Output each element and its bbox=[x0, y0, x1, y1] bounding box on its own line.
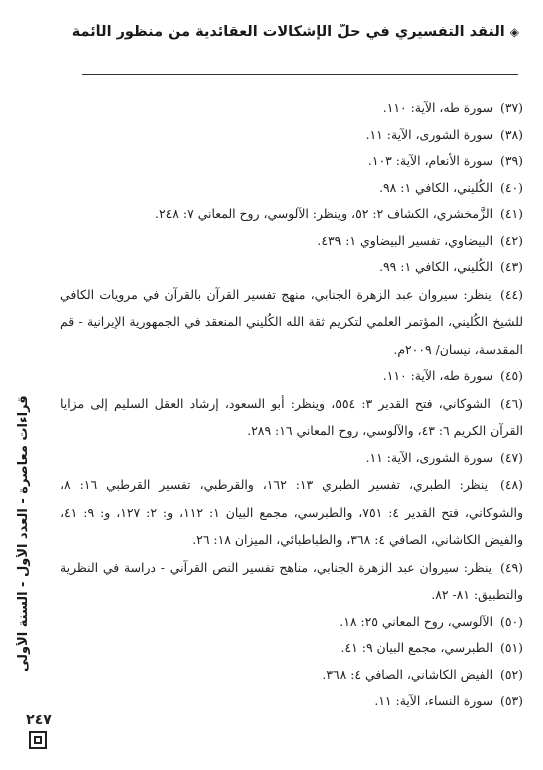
page-ornament-icon bbox=[29, 731, 47, 749]
endnote-text: سورة طه، الآية: ١١٠. bbox=[382, 368, 494, 383]
endnote-number: (٤٩) bbox=[499, 559, 523, 575]
endnote-number: (٤٦) bbox=[499, 395, 523, 411]
endnote bbox=[60, 175, 523, 202]
endnote-text: ينظر: سيروان عبد الزهرة الجنابي، مناهج تفسير النص القرآني - دراسة في النظرية والتطبيق: ٨١- ٨٢. bbox=[60, 559, 523, 602]
endnote-number: (٤٠) bbox=[500, 179, 523, 195]
endnote-text: سورة النساء، الآية: ١١. bbox=[374, 693, 494, 708]
endnote-text: البيضاوي، تفسير البيضاوي ١: ٤٣٩. bbox=[317, 232, 494, 248]
endnote bbox=[60, 662, 523, 689]
endnote-text: سورة الشورى، الآية: ١١. bbox=[365, 126, 494, 142]
endnote-text: الشوكاني، فتح القدير ٣: ٥٥٤، وينظر: أبو السعود، إرشاد العقل السليم إلى مزايا القرآن الكريم ٦: ٤٣، والآلوسي، روح المعاني ١٦: ٢٨٩. bbox=[60, 395, 523, 438]
endnote-text: ينظر: سيروان عبد الزهرة الجنابي، منهج تفسير القرآن بالقرآن في مرويات الكافي للشيخ الكُليني، المؤتمر العلمي لتكريم ثقة الله الكُليني المنعقد في الجمهورية الإيرانية - قم المقدسة، نيسان/ ٢٠٠٩م. bbox=[60, 286, 523, 357]
endnotes-list bbox=[60, 95, 523, 715]
endnote-number: (٤٢) bbox=[500, 232, 523, 248]
endnote bbox=[60, 281, 523, 364]
endnote-number: (٥٢) bbox=[500, 666, 523, 682]
endnote-number: (٤١) bbox=[500, 206, 523, 221]
endnote-text: سورة طه، الآية: ١١٠. bbox=[382, 100, 494, 115]
endnote bbox=[60, 148, 523, 175]
endnote-text: الكُليني، الكافي ١: ٩٩. bbox=[379, 259, 494, 274]
header-title-text: النقد التفسيري في حلّ الإشكالات العقائدية من منظور الأئمة bbox=[71, 24, 505, 40]
endnote-text: سورة الأنعام، الآية: ١٠٣. bbox=[367, 153, 494, 168]
endnote-text: الطبرسي، مجمع البيان ٩: ٤١. bbox=[340, 640, 494, 655]
endnote bbox=[60, 390, 523, 445]
endnote-number: (٤٤) bbox=[500, 286, 523, 302]
page-number: ٢٤٧ bbox=[26, 712, 52, 728]
endnote-text: سورة الشورى، الآية: ١١. bbox=[365, 449, 494, 465]
endnote bbox=[60, 122, 523, 149]
journal-side-title: قراءات معاصرة - العدد الأول - السنة الأولى bbox=[16, 395, 31, 672]
endnote-number: (٤٨) bbox=[500, 477, 523, 492]
endnote bbox=[60, 254, 523, 281]
endnote-number: (٥١) bbox=[500, 640, 523, 655]
endnote bbox=[60, 688, 523, 715]
endnote-text: الآلوسي، روح المعاني ٢٥: ١٨. bbox=[339, 613, 494, 629]
endnote-number: (٣٧) bbox=[500, 100, 523, 115]
endnote-text: ينظر: الطبري، تفسير الطبري ١٣: ١٦٢، والقرطبي، تفسير القرطبي ١٦: ٨، والشوكاني، فتح القدير ٤: ٧٥١، والطبرسي، مجمع البيان ١: ١١٢، و: ٢: ١٢٧، و: ٩: ٤١، والفيض الكاشاني، الصافي ٤: ٣٦٨، والطباطبائي، الميزان ١٨: ٢٦. bbox=[60, 477, 523, 547]
header-divider bbox=[82, 74, 518, 75]
endnote-number: (٣٨) bbox=[500, 126, 523, 142]
endnote-text: الزَّمخشري، الكشاف ٢: ٥٢، وينظر: الآلوسي، روح المعاني ٧: ٢٤٨. bbox=[155, 206, 494, 221]
endnote bbox=[60, 554, 523, 609]
endnote-number: (٣٩) bbox=[500, 153, 523, 168]
endnote-number: (٤٥) bbox=[500, 368, 523, 383]
endnote-number: (٥٣) bbox=[500, 693, 523, 708]
endnote bbox=[60, 609, 523, 636]
endnote bbox=[60, 228, 523, 255]
endnote bbox=[60, 363, 523, 390]
endnote-text: الفيض الكاشاني، الصافي ٤: ٣٦٨. bbox=[322, 666, 494, 682]
endnote-text: الكُليني، الكافي ١: ٩٨. bbox=[379, 179, 494, 195]
diamond-icon: ◈ bbox=[509, 25, 519, 39]
endnote bbox=[60, 95, 523, 122]
running-header bbox=[24, 24, 519, 40]
endnote-number: (٤٣) bbox=[500, 259, 523, 274]
endnote bbox=[60, 635, 523, 662]
endnote-number: (٥٠) bbox=[500, 613, 523, 629]
endnote bbox=[60, 471, 523, 554]
endnote bbox=[60, 201, 523, 228]
endnote bbox=[60, 445, 523, 472]
endnote-number: (٤٧) bbox=[500, 449, 523, 465]
